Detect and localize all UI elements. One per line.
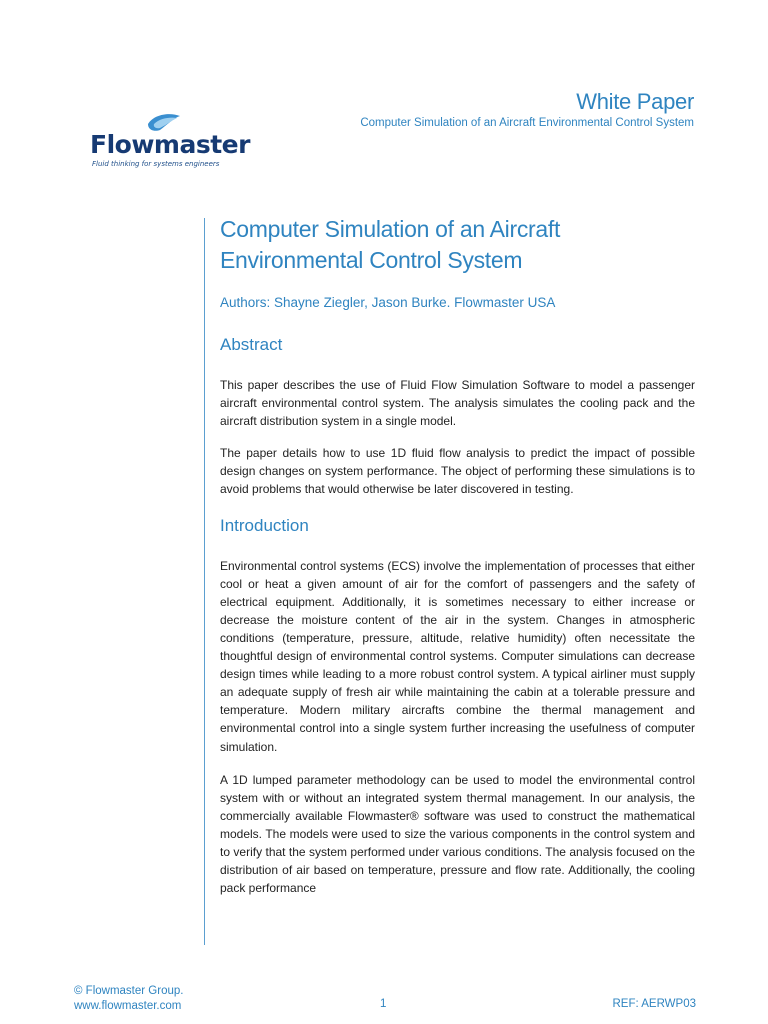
- document-type-label: White Paper: [576, 89, 694, 114]
- document-title: [220, 214, 695, 276]
- introduction-paragraph: Environmental control systems (ECS) involve the implementation of processes that either cool or heat a given amount of air for the comfort of passengers and the safety of electrical equipment. Additionally, it is sometimes necessary to either increase or decrease the moisture content of the air in the system. Changes in atmospheric conditions (temperature, pressure, altitude, relative humidity) often necessitate the thoughtful design of environmental control systems. Computer simulations can decrease design times while leading to a more robust control system. A typical airliner must supply an adequate supply of fresh air while maintaining the cabin at a tolerable pressure and temperature. Modern military aircrafts combine the thermal management and environmental control into a single system further increasing the usefulness of computer simulation.: [220, 558, 695, 754]
- copyright-notice: © Flowmaster Group.: [74, 985, 184, 997]
- footer-contact: [74, 984, 183, 1014]
- website-link[interactable]: www.flowmaster.com: [74, 1000, 182, 1012]
- page-number: 1: [380, 998, 387, 1010]
- header-subtitle: Computer Simulation of an Aircraft Environmental Control System: [360, 117, 694, 129]
- abstract-paragraph: The paper details how to use 1D fluid flow analysis to predict the impact of possible design changes on system performance. The object of performing these simulations is to avoid problems that would otherwise be later discovered in testing.: [220, 446, 695, 497]
- company-logo: [80, 104, 250, 172]
- introduction-paragraph: A 1D lumped parameter methodology can be used to model the environmental control system with or without an integrated system thermal management. In our analysis, the commercially available Flowmaster® software was used to construct the mathematical models. The models were used to size the various components in the control system and to verify that the system performed under various conditions. The analysis focused on the distribution of air based on temperature, pressure and flow rate. Additionally, the cooling pack performance: [220, 772, 695, 896]
- document-reference: REF: AERWP03: [612, 998, 696, 1010]
- authors-line: Authors: Shayne Ziegler, Jason Burke. Flowmaster USA: [220, 295, 556, 310]
- logo-tagline: Fluid thinking for systems engineers: [92, 160, 220, 168]
- title-line-2: Environmental Control System: [220, 247, 523, 273]
- main-content: [220, 214, 695, 897]
- document-header: [360, 88, 694, 130]
- introduction-heading: Introduction: [220, 515, 309, 535]
- abstract-heading: Abstract: [220, 335, 283, 354]
- title-line-1: Computer Simulation of an Aircraft: [220, 216, 561, 242]
- abstract-paragraph: This paper describes the use of Fluid Flow Simulation Software to model a passenger aircraft environmental control system. The analysis simulates the cooling pack and the aircraft distribution system in a single model.: [220, 378, 695, 429]
- margin-rule: [204, 218, 205, 945]
- logo-wordmark: Flowmaster: [90, 130, 250, 159]
